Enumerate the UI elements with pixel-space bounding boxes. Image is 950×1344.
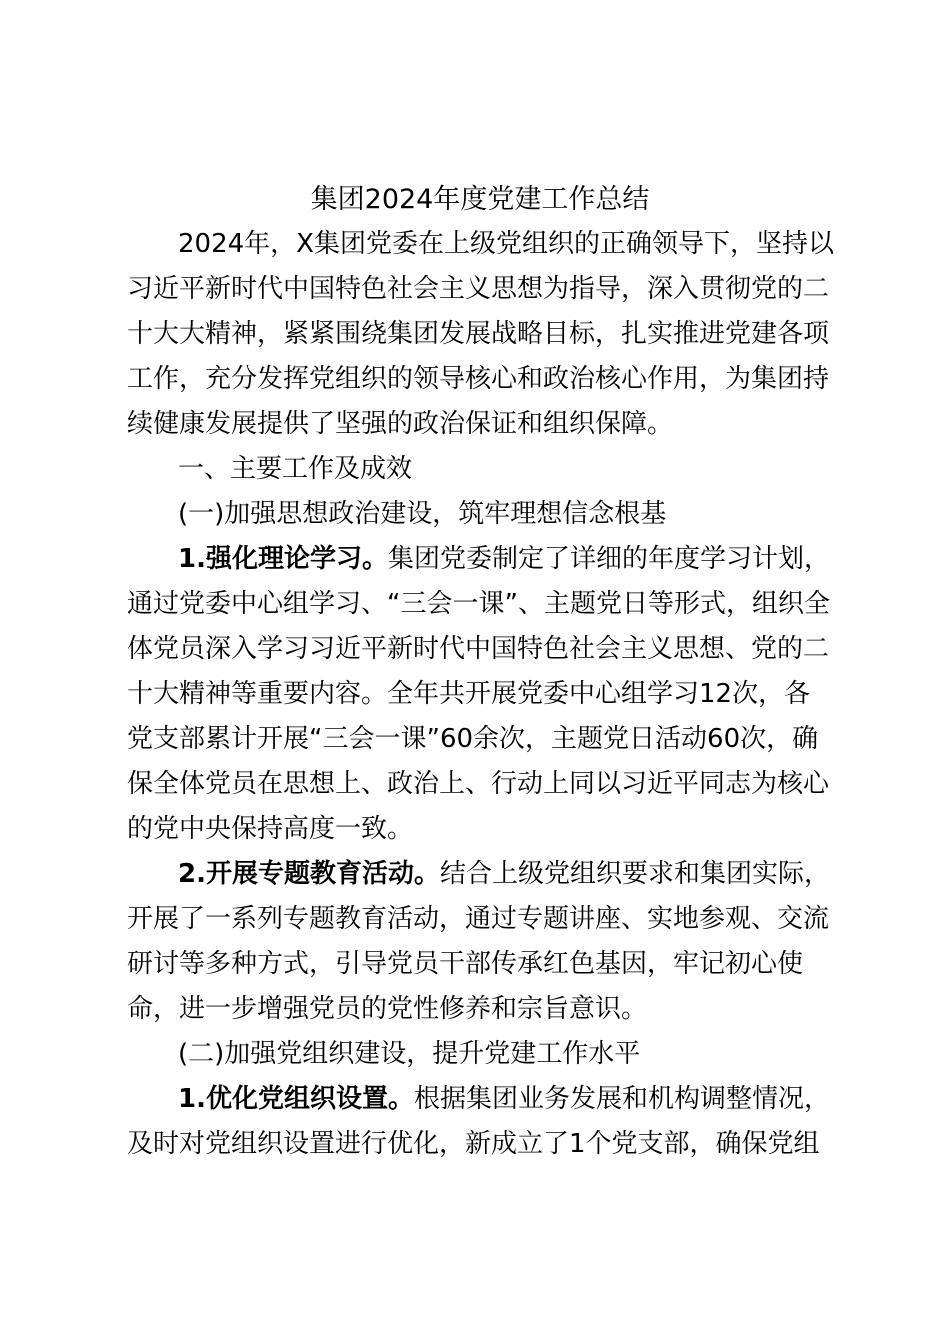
section-heading: 一、主要工作及成效	[178, 454, 413, 484]
paragraph-line: 十大精神等重要内容。全年共开展党委中心组学习12次，各	[127, 679, 811, 709]
paragraph-line: 及时对党组织设置进行优化，新成立了1个党支部，确保党组	[127, 1129, 820, 1159]
paragraph-line: 通过党委中心组学习、“三会一课”、主题党日等形式，组织全	[127, 589, 830, 619]
paragraph-line: 2024年，X集团党委在上级党组织的正确领导下，坚持以	[178, 229, 834, 259]
item-heading: 2.开展专题教育活动。	[178, 859, 440, 889]
paragraph-line: 命，进一步增强党员的党性修养和宗旨意识。	[127, 994, 648, 1024]
subsection-heading: (一)加强思想政治建设，筑牢理想信念根基	[178, 499, 667, 529]
paragraph-line: 保全体党员在思想上、政治上、行动上同以习近平同志为核心	[127, 769, 830, 799]
paragraph-line	[178, 537, 830, 581]
item-text: 集团党委制定了详细的年度学习计划，	[387, 544, 830, 574]
paragraph-line: 开展了一系列专题教育活动，通过专题讲座、实地参观、交流	[127, 904, 830, 934]
paragraph-line: 体党员深入学习习近平新时代中国特色社会主义思想、党的二	[127, 634, 830, 664]
paragraph-line: 党支部累计开展“三会一课”60余次，主题党日活动60次，确	[127, 724, 819, 754]
item-text: 根据集团业务发展和机构调整情况，	[413, 1084, 830, 1114]
paragraph-line	[178, 852, 830, 896]
item-text: 结合上级党组织要求和集团实际，	[439, 859, 830, 889]
paragraph-line	[178, 1077, 830, 1121]
paragraph-line: 研讨等多种方式，引导党员干部传承红色基因，牢记初心使	[127, 949, 804, 979]
document-title: 集团2024年度党建工作总结	[310, 184, 650, 215]
subsection-heading: (二)加强党组织建设，提升党建工作水平	[178, 1039, 641, 1069]
item-heading: 1.强化理论学习。	[178, 544, 388, 574]
paragraph-line: 十大大精神，紧紧围绕集团发展战略目标，扎实推进党建各项	[127, 319, 830, 349]
item-heading: 1.优化党组织设置。	[178, 1084, 414, 1114]
paragraph-line: 工作，充分发挥党组织的领导核心和政治核心作用，为集团持	[127, 364, 830, 394]
paragraph-line: 的党中央保持高度一致。	[127, 814, 414, 844]
paragraph-line: 续健康发展提供了坚强的政治保证和组织保障。	[127, 409, 674, 439]
paragraph-line: 习近平新时代中国特色社会主义思想为指导，深入贯彻党的二	[127, 274, 830, 304]
